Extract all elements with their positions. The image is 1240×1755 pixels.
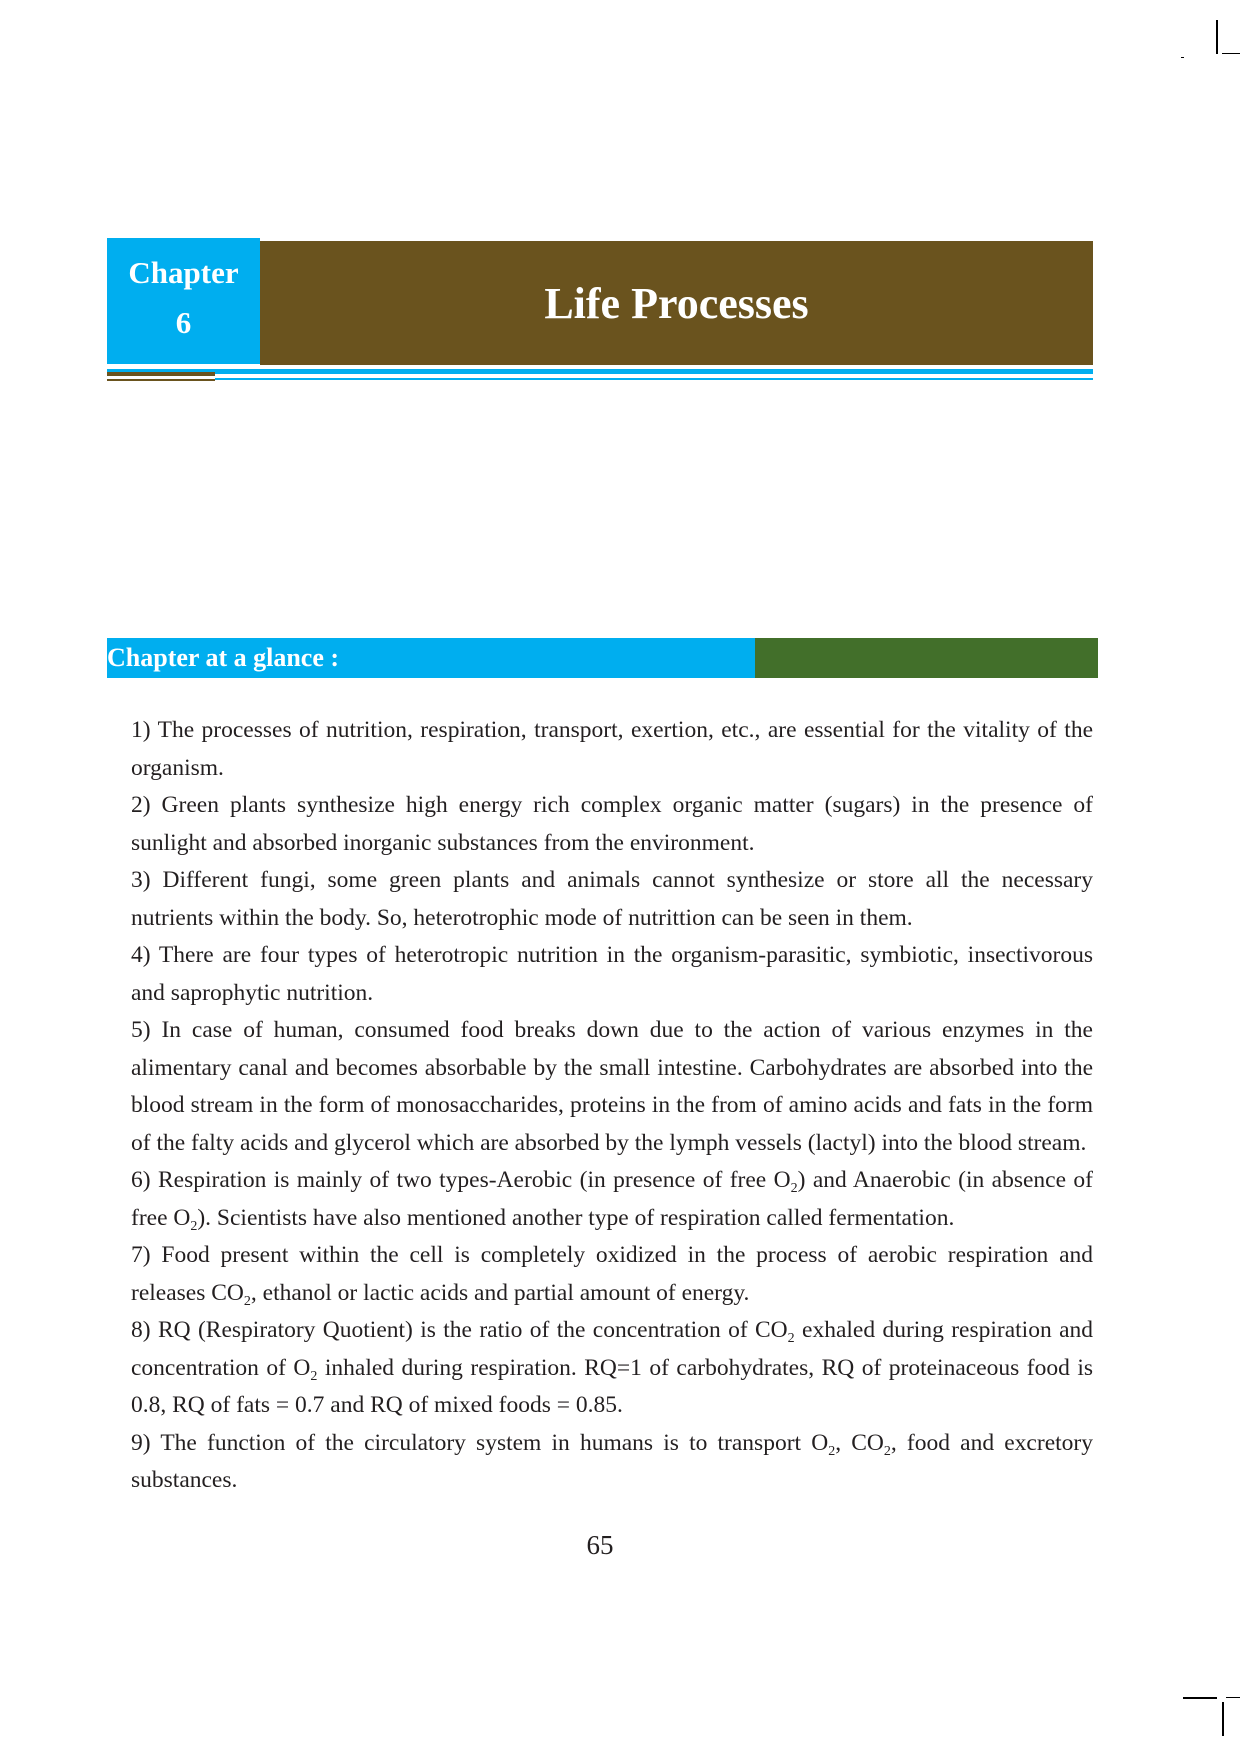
crop-mark (1216, 20, 1218, 54)
subscript: 2 (883, 1443, 891, 1459)
glance-bar-accent (755, 638, 1098, 678)
header-rule (107, 369, 1093, 374)
summary-points (131, 712, 1093, 1500)
subscript: 2 (243, 1293, 251, 1309)
chapter-title-band (260, 241, 1093, 365)
header-rule (215, 378, 1093, 380)
chapter-number-box (107, 238, 260, 364)
point-text: 6) Respiration is mainly of two types-Aerobic (in presence of free O (131, 1167, 791, 1193)
summary-point (131, 1425, 1093, 1500)
crop-mark (1222, 1702, 1224, 1736)
summary-point: 4) There are four types of heterotropic nutrition in the organism-parasitic, symbiotic, insectivorous and saprophytic nutrition. (131, 942, 1093, 1006)
page-number: 65 (586, 1530, 614, 1560)
chapter-label: Chapter (128, 255, 239, 290)
point-text: , food and excretory substances. (131, 1429, 1093, 1493)
chapter-number: 6 (175, 305, 192, 340)
subscript: 2 (310, 1368, 318, 1384)
point-text: , ethanol or lactic acids and partial amount of energy. (250, 1279, 750, 1306)
summary-point: 2) Green plants synthesize high energy rich complex organic matter (sugars) in the presence of sunlight and absorbed inorganic substances from the environment. (131, 792, 1093, 856)
crop-mark (1181, 57, 1184, 58)
summary-point (131, 1312, 1093, 1425)
point-text: ). Scientists have also mentioned another type of respiration called fermentation. (197, 1204, 955, 1231)
summary-point: 3) Different fungi, some green plants and animals cannot synthesize or store all the necessary nutrients within the body. So, heterotrophic mode of nutrittion can be seen in them. (131, 867, 1093, 931)
point-text: , CO (835, 1429, 884, 1456)
glance-heading: Chapter at a glance : (107, 643, 340, 672)
crop-mark (1226, 1697, 1240, 1698)
crop-mark (1183, 1697, 1217, 1699)
point-text: exhaled during respiration and concentration of O (131, 1317, 1094, 1381)
summary-point (131, 1237, 1093, 1312)
point-text: ) and Anaerobic (in absence of free O (131, 1167, 1093, 1231)
header-rule (107, 379, 215, 381)
point-text: 8) RQ (Respiratory Quotient) is the ratio of the concentration of CO (131, 1317, 788, 1343)
summary-point: 1) The processes of nutrition, respiration, transport, exertion, etc., are essential for the vitality of the organism. (131, 717, 1093, 781)
glance-heading-bar (107, 638, 755, 678)
summary-point: 5) In case of human, consumed food breaks down due to the action of various enzymes in the alimentary canal and becomes absorbable by the small intestine. Carbohydrates are absorbed into the blood stream in the form of monosaccharides, proteins in the from of amino acids and fats in the form of the falty acids and glycerol which are absorbed by the lymph vessels (lactyl) into the blood stream. (131, 1017, 1093, 1156)
point-text: 7) Food present within the cell is completely oxidized in the process of aerobic respiration and releases CO (131, 1242, 1093, 1306)
crop-mark (1222, 53, 1240, 54)
header-rule (107, 372, 215, 376)
point-text: inhaled during respiration. RQ=1 of carbohydrates, RQ of proteinaceous food is 0.8, RQ of fats = 0.7 and RQ of mixed foods = 0.85. (131, 1354, 1093, 1418)
point-text: 9) The function of the circulatory system in humans is to transport O (131, 1429, 829, 1456)
subscript: 2 (787, 1331, 795, 1346)
summary-point (131, 1162, 1093, 1237)
chapter-title: Life Processes (544, 278, 809, 328)
subscript: 2 (190, 1218, 198, 1234)
subscript: 2 (828, 1443, 836, 1459)
subscript: 2 (790, 1181, 798, 1196)
